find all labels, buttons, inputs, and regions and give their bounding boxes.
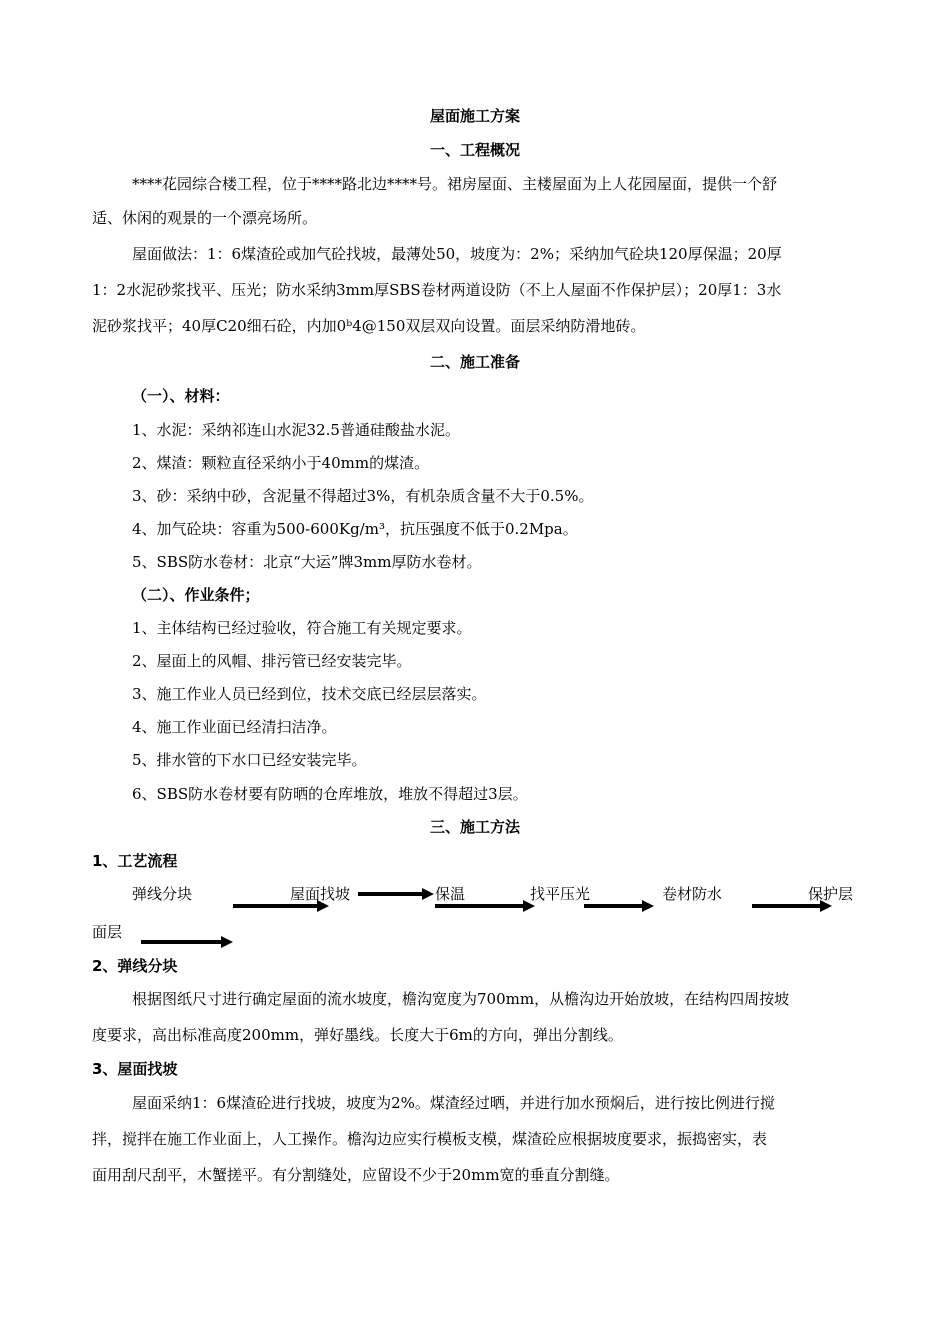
overview-paragraph-line-2: 适、休闲的观景的一个漂亮场所。 bbox=[92, 209, 318, 227]
flow-arrow-icon bbox=[752, 900, 832, 912]
section-1-heading: 一、工程概况 bbox=[429, 141, 520, 159]
flow-step: 卷材防水 bbox=[662, 885, 723, 903]
condition-item: 5、排水管的下水口已经安装完毕。 bbox=[132, 751, 367, 769]
flow-arrow-icon bbox=[435, 900, 535, 912]
document-title: 屋面施工方案 bbox=[429, 107, 520, 125]
materials-heading: （一）、材料： bbox=[132, 387, 230, 405]
snapline-paragraph-line-2: 度要求，高出标准高度200mm，弹好墨线。长度大于6m的方向，弹出分割线。 bbox=[92, 1026, 623, 1044]
slope-paragraph-line-2: 拌，搅拌在施工作业面上，人工操作。檐沟边应实行模板支模，煤渣砼应根据坡度要求，振捣密实，表 bbox=[92, 1130, 768, 1148]
flow-step: 保护层 bbox=[808, 885, 854, 903]
flow-arrow-icon bbox=[141, 936, 233, 948]
roof-method-line-3: 泥砂浆找平；40厚C20细石砼，内加0ᵇ4@150双层双向设置。面层采纳防滑地砖。 bbox=[92, 317, 646, 335]
snapline-paragraph-line-1: 根据图纸尺寸进行确定屋面的流水坡度，檐沟宽度为700mm，从檐沟边开始放坡，在结构四周按坡 bbox=[132, 990, 790, 1008]
material-item: 2、煤渣：颗粒直径采纳小于40mm的煤渣。 bbox=[132, 454, 430, 472]
slope-paragraph-line-1: 屋面采纳1：6煤渣砼进行找坡，坡度为2%。煤渣经过晒，并进行加水预焖后，进行按比例进行搅 bbox=[132, 1094, 775, 1112]
process-flow-heading: 1、工艺流程 bbox=[92, 852, 178, 870]
material-item: 3、砂：采纳中砂，含泥量不得超过3%，有机杂质含量不大于0.5%。 bbox=[132, 487, 594, 505]
section-3-heading: 三、施工方法 bbox=[429, 818, 520, 836]
condition-item: 2、屋面上的风帽、排污管已经安装完毕。 bbox=[132, 652, 412, 670]
condition-item: 4、施工作业面已经清扫洁净。 bbox=[132, 718, 337, 736]
material-item: 4、加气砼块：容重为500-600Kg/m³，抗压强度不低于0.2Mpa。 bbox=[132, 520, 578, 538]
material-item: 5、SBS防水卷材：北京“大运”牌3mm厚防水卷材。 bbox=[132, 553, 482, 571]
overview-paragraph-line-1: ****花园综合楼工程，位于****路北边****号。裙房屋面、主楼屋面为上人花园屋面，提供一个舒 bbox=[132, 175, 778, 193]
flow-arrow-icon bbox=[584, 900, 654, 912]
flow-arrow-icon bbox=[358, 888, 434, 900]
slope-paragraph-line-3: 面用刮尺刮平，木蟹搓平。有分割缝处，应留设不少于20mm宽的垂直分割缝。 bbox=[92, 1166, 620, 1184]
flow-step: 找平压光 bbox=[530, 885, 591, 903]
slope-heading: 3、屋面找坡 bbox=[92, 1060, 178, 1078]
section-2-heading: 二、施工准备 bbox=[429, 353, 520, 371]
roof-method-line-1: 屋面做法：1：6煤渣砼或加气砼找坡，最薄处50，坡度为：2%；采纳加气砼块120厚保温；20厚 bbox=[132, 245, 782, 263]
flow-arrow-icon bbox=[233, 900, 329, 912]
flow-step: 保温 bbox=[435, 885, 466, 903]
roof-method-line-2: 1：2水泥砂浆找平、压光；防水采纳3mm厚SBS卷材两道设防（不上人屋面不作保护层）；20厚1：3水 bbox=[92, 281, 782, 299]
flow-step: 弹线分块 bbox=[132, 885, 193, 903]
condition-item: 3、施工作业人员已经到位，技术交底已经层层落实。 bbox=[132, 685, 487, 703]
condition-item: 1、主体结构已经过验收，符合施工有关规定要求。 bbox=[132, 619, 472, 637]
snapline-heading: 2、弹线分块 bbox=[92, 957, 178, 975]
material-item: 1、水泥：采纳祁连山水泥32.5普通硅酸盐水泥。 bbox=[132, 421, 460, 439]
conditions-heading: （二）、作业条件； bbox=[132, 586, 260, 604]
flow-step: 屋面找坡 bbox=[290, 885, 351, 903]
flow-step: 面层 bbox=[92, 923, 123, 941]
condition-item: 6、SBS防水卷材要有防晒的仓库堆放，堆放不得超过3层。 bbox=[132, 785, 528, 803]
